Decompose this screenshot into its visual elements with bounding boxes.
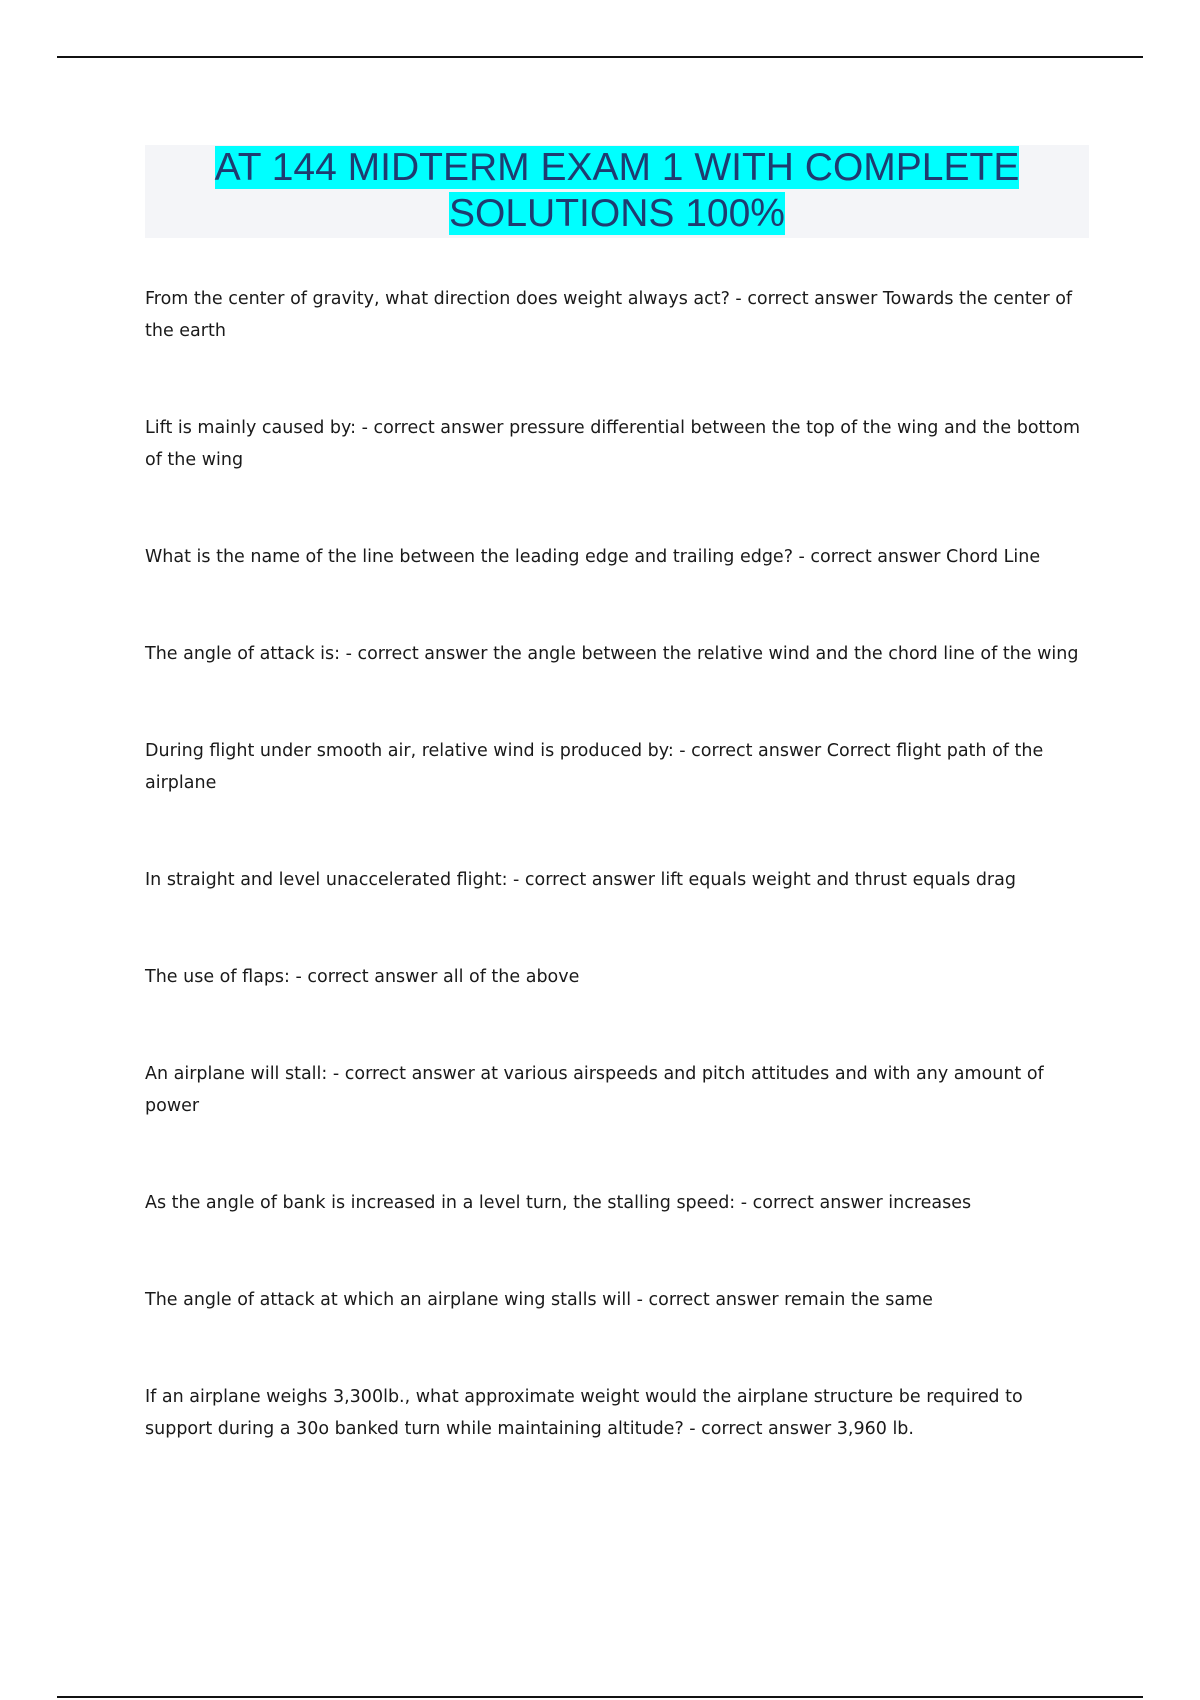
qa-item: From the center of gravity, what direction does weight always act? - correct answer Towards the center of the earth: [145, 289, 1073, 341]
qa-item: The angle of attack is: - correct answer the angle between the relative wind and the chord line of the wing: [145, 644, 1079, 664]
title-band: [145, 145, 1089, 238]
qa-item: Lift is mainly caused by: - correct answer pressure differential between the top of the wing and the bottom of the wing: [145, 418, 1081, 470]
qa-item: In straight and level unaccelerated flight: - correct answer lift equals weight and thrust equals drag: [145, 870, 1016, 890]
qa-item: As the angle of bank is increased in a level turn, the stalling speed: - correct answer increases: [145, 1193, 972, 1213]
qa-item: During flight under smooth air, relative wind is produced by: - correct answer Correct flight path of the airplane: [145, 741, 1044, 793]
bottom-rule: [57, 1696, 1143, 1698]
qa-list: [145, 283, 1095, 1510]
qa-item: The angle of attack at which an airplane wing stalls will - correct answer remain the same: [145, 1290, 933, 1310]
qa-item: The use of flaps: - correct answer all of the above: [145, 967, 580, 987]
document-title-highlight: AT 144 MIDTERM EXAM 1 WITH COMPLETE SOLUTIONS 100%: [214, 146, 1020, 235]
document-title: [145, 145, 1089, 237]
qa-item: An airplane will stall: - correct answer at various airspeeds and pitch attitudes and with any amount of power: [145, 1064, 1044, 1116]
qa-item: If an airplane weighs 3,300lb., what approximate weight would the airplane structure be required to support during a 30o banked turn while maintaining altitude? - correct answer 3,960 lb.: [145, 1387, 1023, 1439]
qa-item: What is the name of the line between the leading edge and trailing edge? - correct answer Chord Line: [145, 547, 1041, 567]
top-rule: [57, 56, 1143, 58]
